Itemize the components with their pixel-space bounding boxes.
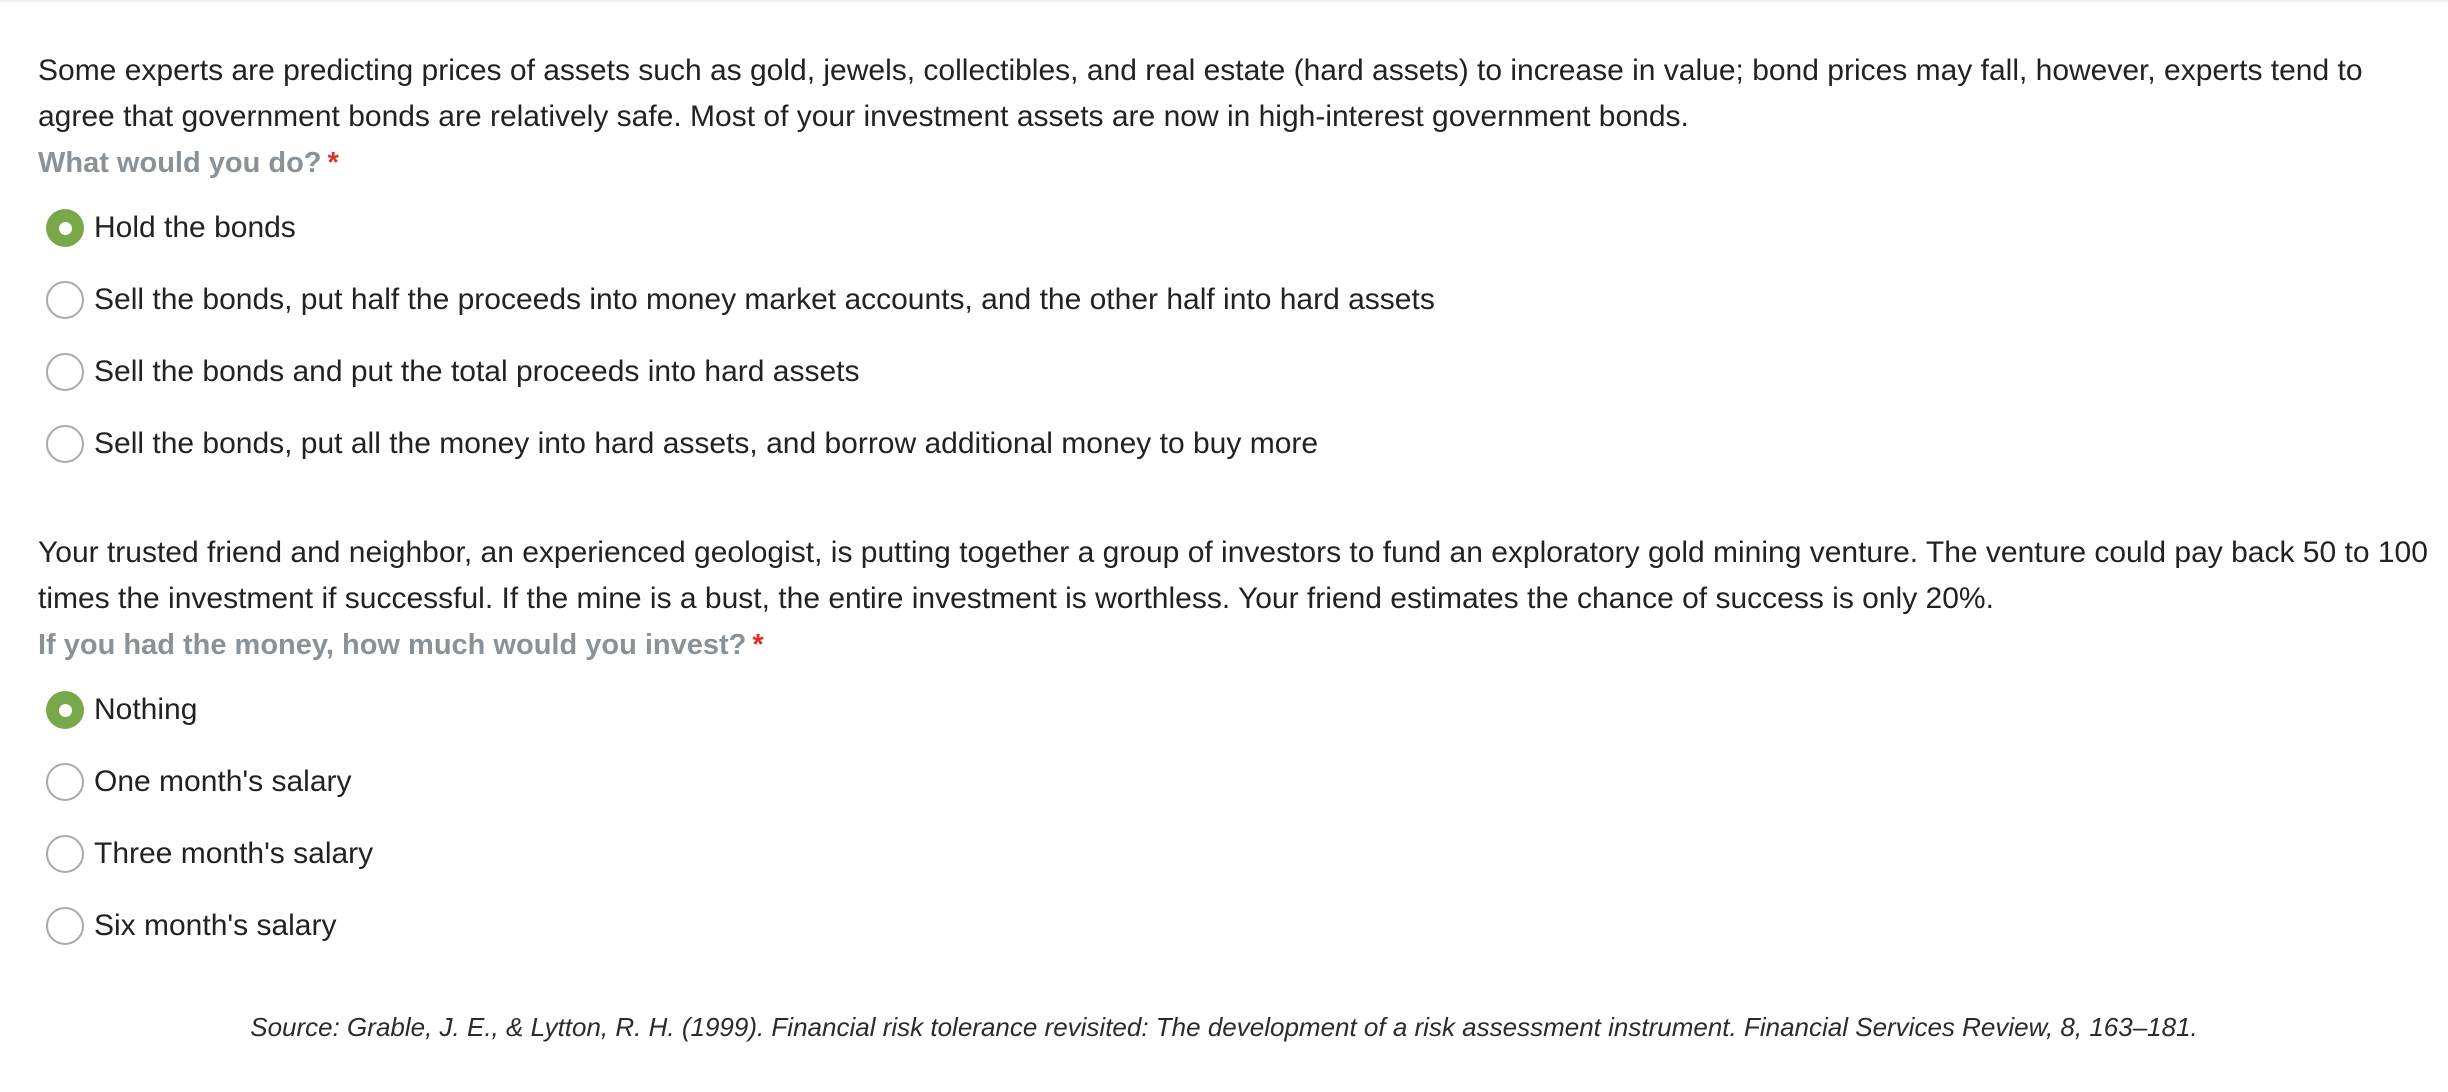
radio-button[interactable]: [46, 425, 84, 463]
radio-option-label: Hold the bonds: [94, 211, 296, 244]
radio-option-six-month[interactable]: [38, 890, 2428, 962]
required-asterisk: *: [752, 629, 764, 661]
radio-option-label: Three month's salary: [94, 837, 374, 870]
radio-option-label: One month's salary: [94, 765, 352, 798]
question-scenario: Your trusted friend and neighbor, an experienced geologist, is putting together a group of investors to fund an exploratory gold mining venture. The venture could pay back 50 to 100 times the investment if successful. If the mine is a bust, the entire investment is worthless. Your friend estimates the chance of success is only 20%.: [38, 536, 2428, 615]
question-scenario: Some experts are predicting prices of assets such as gold, jewels, collectibles, and real estate (hard assets) to increase in value; bond prices may fall, however, experts tend to agree that government bonds are relatively safe. Most of your investment assets are now in high-interest government bonds.: [38, 54, 2363, 133]
radio-option-label: Sell the bonds, put all the money into hard assets, and borrow additional money to buy more: [94, 427, 1319, 460]
radio-dot-icon: [59, 704, 72, 717]
question-prompt: [38, 140, 2428, 186]
radio-option-sell-total[interactable]: [38, 336, 2428, 408]
radio-button[interactable]: [46, 353, 84, 391]
radio-option-sell-borrow[interactable]: [38, 408, 2428, 480]
question-bonds: [38, 48, 2428, 480]
source-citation: Source: Grable, J. E., & Lytton, R. H. (1999). Financial risk tolerance revisited: The development of a risk assessment instrument. Financial Services Review, 8, 163–181.: [250, 1012, 2198, 1042]
radio-option-label: Nothing: [94, 693, 198, 726]
required-asterisk: *: [327, 147, 339, 179]
radio-option-label: Sell the bonds, put half the proceeds into money market accounts, and the other half into hard assets: [94, 283, 1435, 316]
question-gold-mining: [38, 530, 2428, 962]
top-divider: [0, 0, 2448, 2]
question-prompt: [38, 622, 2428, 668]
radio-option-nothing[interactable]: [38, 674, 2428, 746]
radio-option-label: Six month's salary: [94, 909, 337, 942]
radio-button[interactable]: [46, 281, 84, 319]
radio-button[interactable]: [46, 835, 84, 873]
question-prompt-text: What would you do?: [38, 147, 322, 179]
radio-option-label: Sell the bonds and put the total proceeds into hard assets: [94, 355, 860, 388]
radio-dot-icon: [59, 222, 72, 235]
question-prompt-text: If you had the money, how much would you invest?: [38, 629, 747, 661]
radio-option-three-month[interactable]: [38, 818, 2428, 890]
radio-group: [38, 192, 2428, 480]
radio-option-one-month[interactable]: [38, 746, 2428, 818]
radio-button-checked[interactable]: [46, 209, 84, 247]
radio-button[interactable]: [46, 763, 84, 801]
radio-option-hold-bonds[interactable]: [38, 192, 2428, 264]
radio-group: [38, 674, 2428, 962]
radio-button[interactable]: [46, 907, 84, 945]
radio-option-sell-half[interactable]: [38, 264, 2428, 336]
radio-button-checked[interactable]: [46, 691, 84, 729]
